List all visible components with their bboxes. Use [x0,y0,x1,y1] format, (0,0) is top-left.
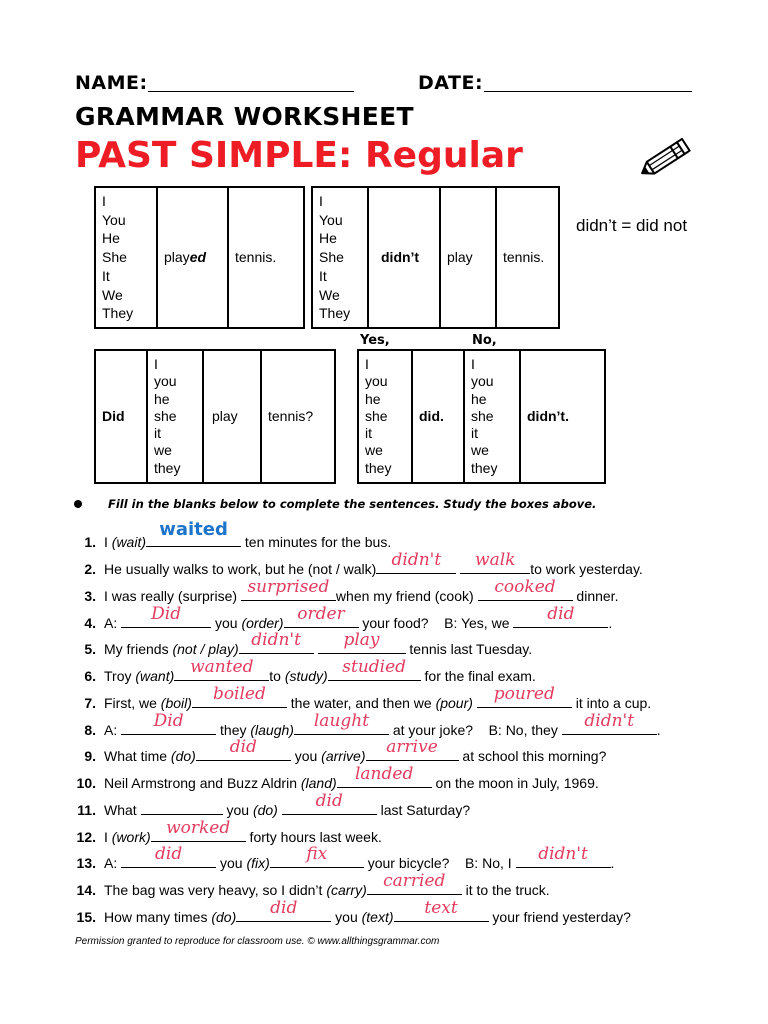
handwritten-answer: boiled [212,684,266,704]
handwritten-answer: did [547,604,575,624]
answer-blank[interactable] [196,737,291,761]
pronoun-column: I You He She It We They [312,187,368,328]
verb-hint: (carry) [326,882,367,898]
answer-blank[interactable] [478,577,573,601]
answer-blank[interactable] [337,764,432,788]
exercise-number: 13. [76,855,96,871]
sentence-text: when my friend (cook) [335,588,478,604]
handwritten-answer: wanted [190,657,254,677]
exercise-item [60,519,392,553]
bullet-icon [74,500,82,508]
answer-blank[interactable] [284,604,359,628]
handwritten-answer: carried [383,871,446,891]
verb-hint: (laugh) [250,722,294,738]
handwritten-answer: did [270,898,298,918]
footer-permission: Permission granted to reproduce for classroom use. © www.allthingsgrammar.com [75,936,440,947]
sentence-text: you [222,802,253,818]
sentence-text: ten minutes for the bus. [241,534,392,550]
handwritten-answer: laught [313,711,370,731]
sentence-text: your bicycle? B: No, I [363,855,516,871]
sentence-text: First, we [104,695,161,711]
verb-hint: (want) [135,668,175,684]
exercise-number: 9. [84,748,96,764]
positive-table [94,186,305,329]
sentence-text: A: [104,615,122,631]
sentence-text: to work yesterday. [530,561,643,577]
question-table [94,349,336,484]
answer-blank[interactable] [460,550,530,574]
no-aux-cell: didn’t. [520,350,605,483]
verb-hint: (work) [111,829,151,845]
answer-blank[interactable] [121,604,211,628]
verb-hint: (study) [284,668,328,684]
exercise-number: 15. [76,909,96,925]
sentence-text: on the moon in July, 1969. [431,775,599,791]
handwritten-answer: didn't [251,630,301,650]
date-label: DATE: [418,72,484,94]
sentence-text: How many times [104,909,212,925]
aux-cell: Did [95,350,147,483]
no-label: No, [472,333,497,348]
handwritten-answer: waited [159,519,228,540]
aux-cell: didn’t [368,187,440,328]
sentence-text: A: [104,855,122,871]
handwritten-answer: did [315,791,343,811]
sentence-text: dinner. [572,588,619,604]
verb-cell: played [157,187,228,328]
verb-hint: (do) [170,748,196,764]
sentence-text: . [608,615,613,631]
exercise-number: 7. [84,695,96,711]
exercise-item [60,657,536,687]
verb-hint: (pour) [435,695,473,711]
exercise-number: 5. [84,641,96,657]
answer-blank[interactable] [192,684,287,708]
answer-blank[interactable] [121,844,216,868]
answer-blank[interactable] [270,844,364,868]
sentence-text: the water, and then we [286,695,436,711]
exercise-number: 11. [77,802,96,818]
handwritten-answer: order [297,604,345,624]
instructions: Fill in the blanks below to complete the sentences. Study the boxes above. [108,497,597,511]
exercise-number: 2. [84,561,96,577]
verb-hint: (do) [211,909,237,925]
sentence-text: you [211,615,242,631]
sentence-text: What time [104,748,171,764]
sentence-text: you [331,909,362,925]
sentence-text: your food? B: Yes, we [358,615,514,631]
verb-hint: (arrive) [321,748,366,764]
answer-blank[interactable] [294,711,389,735]
answer-blank[interactable] [146,519,241,547]
sentence-text: What [104,802,141,818]
answer-blank[interactable] [376,550,456,574]
answer-blank[interactable] [367,871,462,895]
exercise-item [60,737,607,767]
verb-hint: (wait) [111,534,147,550]
sentence-text: you [216,855,247,871]
handwritten-answer: arrive [386,737,438,757]
exercise-item [60,844,615,874]
pencil-icon [632,134,696,184]
handwritten-answer: surprised [247,577,330,597]
handwritten-answer: play [343,630,380,650]
exercise-number: 3. [84,588,96,604]
handwritten-answer: studied [342,657,407,677]
worksheet-title: GRAMMAR WORKSHEET [75,102,414,131]
handwritten-answer: Did [151,604,182,624]
answer-blank[interactable] [239,630,314,654]
sentence-text: they [216,722,251,738]
handwritten-answer: Did [153,711,184,731]
handwritten-answer: did [229,737,257,757]
sentence-text: The bag was very heavy, so I didn’t [104,882,327,898]
handwritten-answer: walk [475,550,516,570]
sentence-text: at school this morning? [458,748,607,764]
answer-blank[interactable] [477,684,572,708]
pronoun-column: I you he she it we they [147,350,203,483]
handwritten-answer: poured [493,684,555,704]
sentence-text: Troy [104,668,136,684]
sentence-text: you [290,748,322,764]
answer-blank[interactable] [241,577,336,601]
sentence-text: your friend yesterday? [488,909,631,925]
no-pronoun-column: I you he she it we they [464,350,520,483]
exercise-number: 10. [76,775,96,791]
handwritten-answer: didn't [584,711,635,731]
exercise-number: 12. [76,829,96,845]
exercise-item [60,791,471,821]
exercise-number: 8. [84,722,96,738]
sentence-text: I was really (surprise) [104,588,241,604]
answer-blank[interactable] [318,630,406,654]
negative-table [311,186,560,329]
sentence-text: My friends [104,641,173,657]
sentence-text: Neil Armstrong and Buzz Aldrin [104,775,301,791]
date-blank[interactable] [484,91,692,92]
yes-label: Yes, [360,333,390,348]
handwritten-answer: landed [354,764,414,784]
sentence-text: to [269,668,285,684]
handwritten-answer: worked [166,818,231,838]
object-cell: tennis. [228,187,304,328]
answer-blank[interactable] [282,791,377,815]
object-cell: tennis. [496,187,559,328]
answer-blank[interactable] [328,657,421,681]
sentence-text: I [104,829,112,845]
yes-aux-cell: did. [412,350,464,483]
verb-hint: (land) [300,775,337,791]
exercise-number: 6. [84,668,96,684]
answer-blank[interactable] [516,844,611,868]
exercise-number: 4. [84,615,96,631]
answer-blank[interactable] [562,711,657,735]
sentence-text: for the final exam. [420,668,536,684]
sentence-text: at your joke? B: No, they [388,722,562,738]
sentence-text: . [610,855,615,871]
handwritten-answer: fix [306,844,328,864]
exercise-number: 1. [84,534,96,550]
object-cell: tennis? [261,350,335,483]
answer-blank[interactable] [366,737,459,761]
answer-blank[interactable] [151,818,246,842]
topic-title: PAST SIMPLE: Regular [75,135,523,176]
handwritten-answer: cooked [494,577,556,597]
answer-blank[interactable] [174,657,269,681]
verb-hint: (text) [361,909,394,925]
answer-blank[interactable] [394,898,489,922]
handwritten-answer: did [155,844,183,864]
yes-pronoun-column: I you he she it we they [358,350,412,483]
verb-hint: (order) [241,615,284,631]
sentence-text: . [656,722,661,738]
exercise-item [60,711,661,741]
verb-hint: (not / play) [172,641,239,657]
answer-blank[interactable] [513,604,608,628]
answer-blank[interactable] [141,799,223,815]
verb-hint: (fix) [246,855,270,871]
sentence-text: it to the truck. [461,882,550,898]
name-label: NAME: [75,72,148,94]
verb-hint: (boil) [160,695,192,711]
exercise-item [60,630,533,660]
verb-cell: play [203,350,261,483]
handwritten-answer: didn't [391,550,442,570]
answer-blank[interactable] [121,711,216,735]
answer-blank[interactable] [236,898,331,922]
sentence-text: it into a cup. [571,695,652,711]
sentence-text: He usually walks to work, but he (not / walk) [104,561,377,577]
name-blank[interactable] [148,91,354,92]
sentence-text: I [104,534,112,550]
handwritten-answer: text [424,898,458,918]
verb-cell: play [440,187,496,328]
sentence-text: forty hours last week. [245,829,382,845]
exercise-number: 14. [76,882,96,898]
handwritten-answer: didn't [538,844,588,864]
sentence-text: last Saturday? [376,802,471,818]
pronoun-column: I You He She It We They [95,187,157,328]
exercise-item [60,898,631,928]
sentence-text: A: [104,722,122,738]
short-answer-table [357,349,606,484]
contraction-note: didn’t = did not [576,216,688,235]
verb-hint: (do) [252,802,278,818]
sentence-text: tennis last Tuesday. [405,641,533,657]
